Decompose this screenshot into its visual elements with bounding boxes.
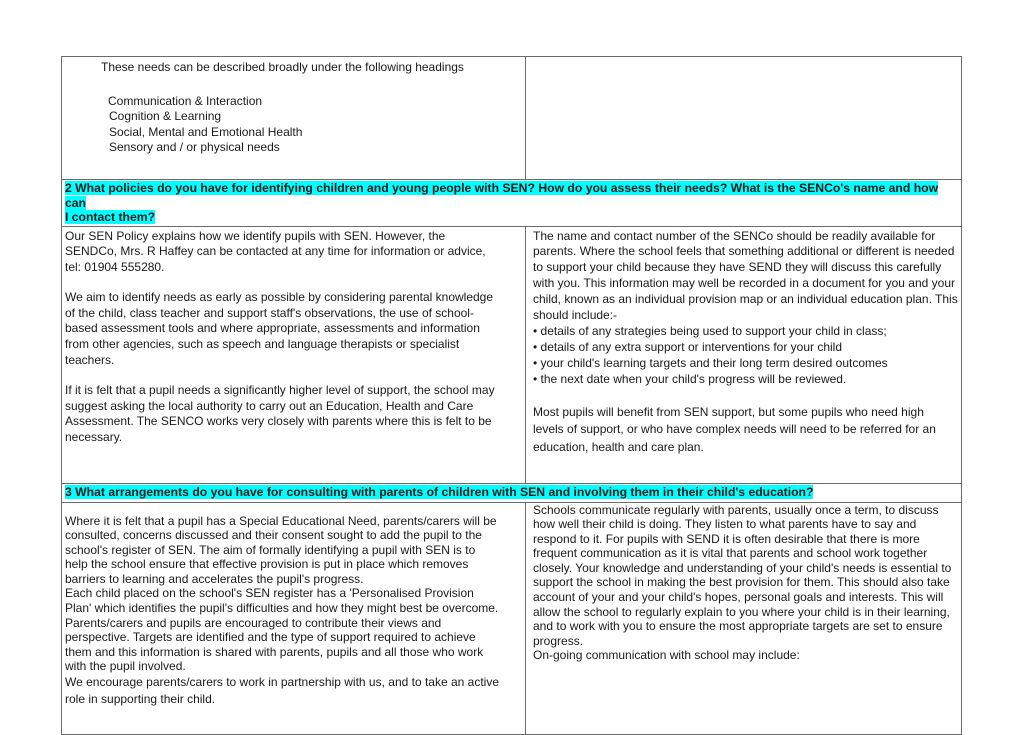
- list-item: • details of any strategies being used to support your child in class;: [533, 323, 887, 338]
- table-row: [62, 226, 962, 483]
- q2-right-outro: Most pupils will benefit from SEN support, but some pupils who need high levels of support, or who have complex needs will need to be referred for an education, health and care plan.: [533, 404, 936, 454]
- q3-school-answer: [62, 502, 526, 734]
- question-3-text: 3 What arrangements do you have for consulting with parents of children with SEN and involving them in their child's education?: [65, 484, 814, 499]
- document-page: [61, 56, 961, 735]
- question-row: [62, 483, 962, 502]
- q2-right-intro: The name and contact number of the SENCo should be readily available for parents. Where the school feels that something additional or different is needed to support your child because they have SEND they will discuss this carefully with you. This information may well be recorded in a document for you and your child, known as an individual provision map or an individual education plan. This should include:-: [533, 228, 958, 323]
- q3-right-paragraph: Schools communicate regularly with parents, usually once a term, to discuss how well their child is doing. They listen to what parents have to say and respond to it. For pupils with SEND it is often desirable that there is more frequent communication as it is vital that parents and school work together closely. Your knowledge and understanding of your child's needs is essential to support the school in making the best provision for them. This should also take account of your and your child's hopes, personal goals and interests. This will allow the school to regularly explain to you where your child is in their learning, and to work with you to ensure the most appropriate targets are set to ensure progress.: [533, 502, 952, 648]
- needs-heading: Cognition & Learning: [109, 109, 222, 124]
- q2-guidance: [526, 226, 962, 483]
- q3-left-paragraph: Where it is felt that a pupil has a Special Educational Need, parents/carers will be consulted, concerns discussed and their consent sought to add the pupil to the school's register of SEN. The aim of formally identifying a pupil with SEN is to help the school ensure that effective provision is put in place which removes barriers to learning and accelerates the pupil's progress.: [65, 513, 497, 586]
- q2-left-paragraph: If it is felt that a pupil needs a significantly higher level of support, the school may suggest asking the local authority to carry out an Education, Health and Care Assessment. The SENCO works very closely with parents where this is felt to be necessary.: [65, 383, 495, 445]
- q2-left-paragraph: Our SEN Policy explains how we identify pupils with SEN. However, the SENDCo, Mrs. R Haffey can be contacted at any time for information or advice, tel: 01904 555280.: [65, 228, 486, 274]
- needs-heading: Social, Mental and Emotional Health: [109, 124, 303, 139]
- q2-school-answer: [62, 226, 526, 483]
- sen-info-table: [61, 56, 962, 735]
- empty-cell: [526, 57, 962, 180]
- question-2-cell: [62, 180, 962, 227]
- q3-left-paragraph: Each child placed on the school's SEN register has a 'Personalised Provision Plan' which identifies the pupil's difficulties and how they might best be overcome. Parents/carers and pupils are encouraged to contribute their views and perspective. Targets are identified and the type of support required to achieve them and this information is shared with parents, pupils and all those who work with the pupil involved.: [65, 586, 499, 674]
- q2-bullet-list: [533, 324, 960, 388]
- needs-heading-list: [108, 94, 525, 156]
- question-2-line2: I contact them?: [65, 210, 156, 224]
- needs-heading: Communication & Interaction: [108, 93, 263, 108]
- q3-left-paragraph: We encourage parents/carers to work in partnership with us, and to take an active role in supporting their child.: [65, 675, 500, 706]
- needs-intro: These needs can be described broadly under the following headings: [101, 60, 464, 74]
- table-row: [62, 502, 962, 734]
- list-item: • the next date when your child's progress will be reviewed.: [533, 371, 847, 386]
- q2-left-paragraph: We aim to identify needs as early as possible by considering parental knowledge of the child, class teacher and support staff's observations, the use of school-based assessment tools and where appropriate, assessments and information from other agencies, such as speech and language therapists or specialist teachers.: [65, 290, 494, 367]
- question-3-cell: [62, 483, 962, 502]
- q3-right-paragraph: On-going communication with school may include:: [533, 648, 800, 663]
- needs-headings-cell: [62, 57, 526, 180]
- question-row: [62, 180, 962, 227]
- list-item: • details of any extra support or interventions for your child: [533, 339, 843, 354]
- q3-guidance: [526, 502, 962, 734]
- needs-heading: Sensory and / or physical needs: [109, 140, 280, 155]
- list-item: • your child's learning targets and their long term desired outcomes: [533, 355, 888, 370]
- question-2-line1: 2 What policies do you have for identifying children and young people with SEN? How do you assess their needs? What is the SENCo's name and how can: [65, 181, 939, 210]
- table-row: [62, 57, 962, 180]
